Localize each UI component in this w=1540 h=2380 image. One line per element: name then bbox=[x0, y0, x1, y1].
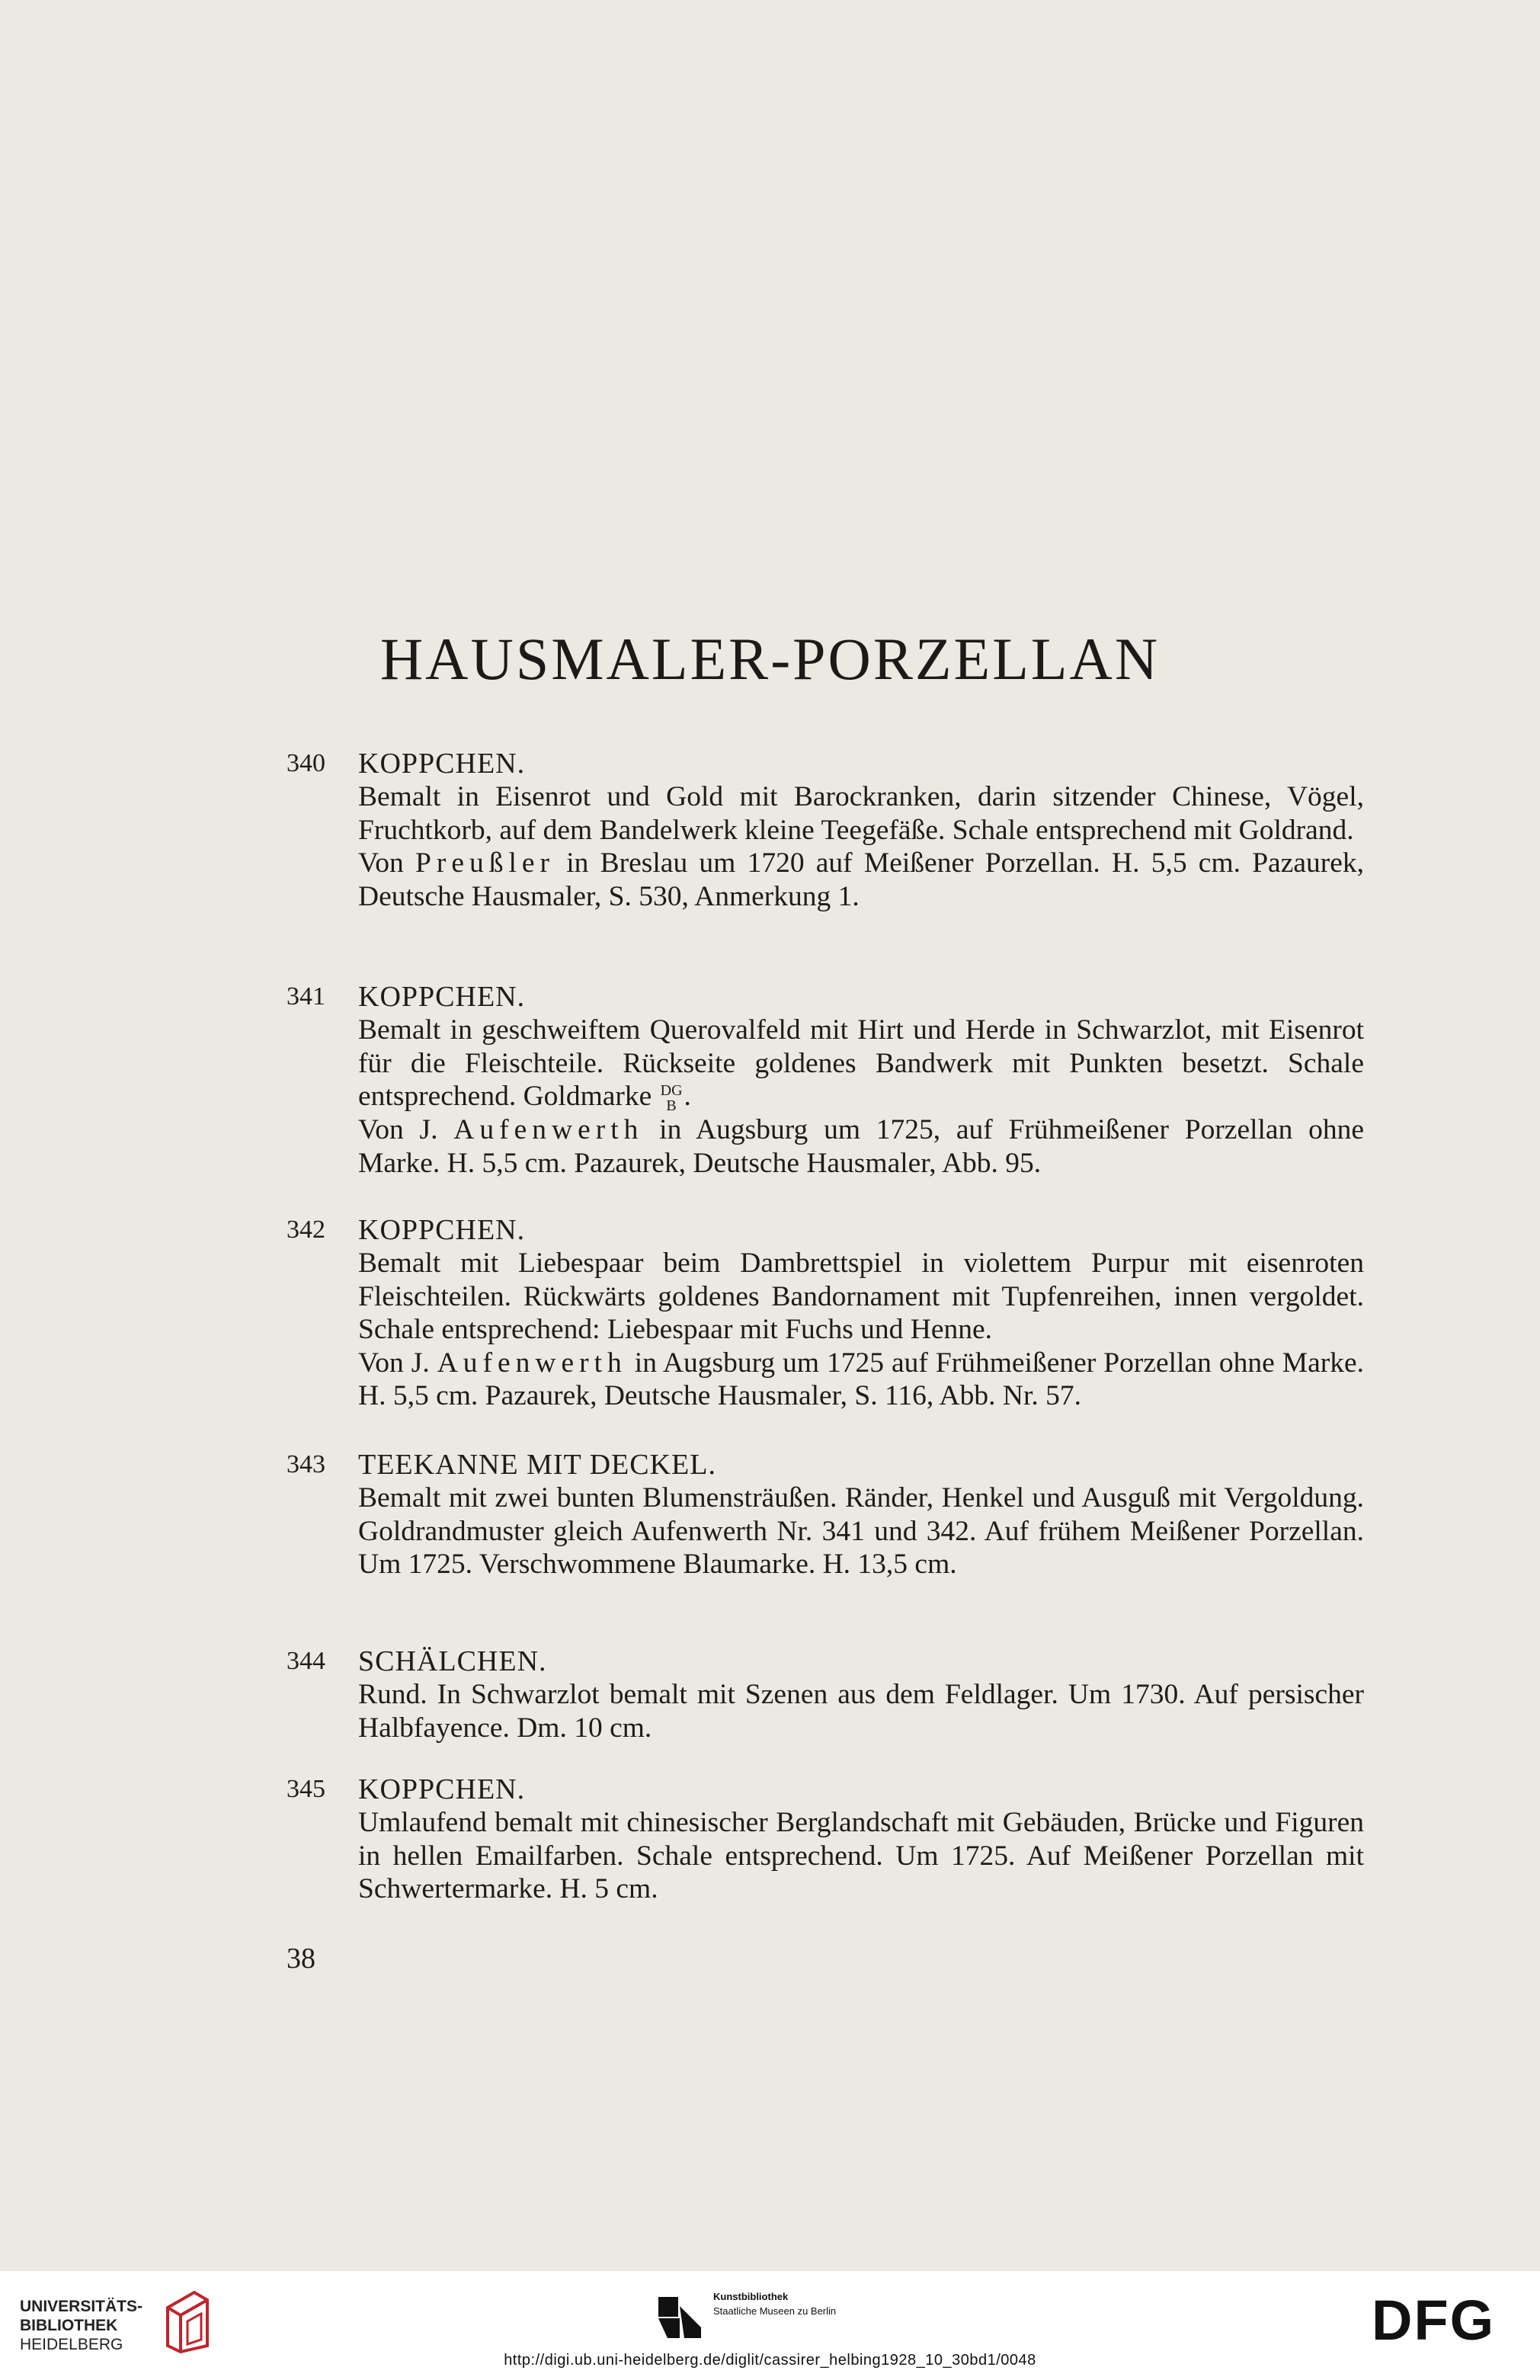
university-library-logo-icon[interactable] bbox=[160, 2285, 215, 2353]
entry-description bbox=[358, 1481, 1364, 1581]
entry-heading: TEEKANNE MIT DECKEL. bbox=[358, 1449, 716, 1481]
artist-name: Aufenwerth bbox=[437, 1347, 627, 1379]
entry-description bbox=[358, 1806, 1364, 1906]
entry-attribution: Von J. Aufenwerth in Augsburg um 1725, auf Frühmeißener Porzellan ohne Marke. H. 5,5 cm. Pazaurek, Deutsche Hausmaler, Abb. 95. bbox=[358, 1114, 1364, 1179]
library-footer bbox=[0, 2271, 1540, 2380]
entry-description bbox=[358, 1247, 1364, 1413]
entry-text: Bemalt mit Liebespaar beim Dambrettspiel in violettem Purpur mit eisenroten Fleischteilen. Rückwärts goldenes Bandornament mit Tupfenreihen, innen vergoldet. Schale entsprechend: Liebespaar mit Fuchs und Henne. bbox=[358, 1248, 1364, 1345]
entry-number: 344 bbox=[287, 1647, 325, 1675]
kunstbibliothek-label: Kunstbibliothek Staatliche Museen zu Berlin bbox=[713, 2291, 837, 2317]
entry-description bbox=[358, 1014, 1364, 1180]
entry-text: Bemalt in geschweiftem Querovalfeld mit Hirt und Herde in Schwarzlot, mit Eisenrot für die Fleischteile. Rückseite goldenes Bandwerk mit Punkten besetzt. Schale entsprechend. Goldmarke DG B . bbox=[358, 1014, 1364, 1115]
entry-number: 345 bbox=[287, 1775, 325, 1803]
permalink-url[interactable]: http://digi.ub.uni-heidelberg.de/diglit/cassirer_helbing1928_10_30bd1/0048 bbox=[504, 2352, 1036, 2369]
entry-number: 341 bbox=[287, 982, 325, 1011]
university-library-label[interactable]: UNIVERSITÄTS- BIBLIOTHEK HEIDELBERG bbox=[20, 2298, 143, 2353]
entry-attribution: Von Preußler in Breslau um 1720 auf Meißener Porzellan. H. 5,5 cm. Pazaurek, Deutsche Hausmaler, S. 530, Anmerkung 1. bbox=[358, 847, 1365, 912]
dfg-logo[interactable]: DFG bbox=[1372, 2289, 1496, 2352]
page-number: 38 bbox=[287, 1943, 315, 1975]
artist-name: Preußler bbox=[415, 847, 555, 879]
entry-text: Bemalt in Eisenrot und Gold mit Barockranken, darin sitzender Chinese, Vögel, Fruchtkorb, auf dem Bandelwerk kleine Teegefäße. Schale entsprechend mit Goldrand. bbox=[358, 781, 1364, 846]
entry-heading: KOPPCHEN. bbox=[358, 981, 526, 1013]
kunstbibliothek-logo-icon[interactable] bbox=[657, 2295, 704, 2340]
entry-heading: KOPPCHEN. bbox=[358, 748, 526, 780]
entry-attribution: Von J. Aufenwerth in Augsburg um 1725 auf Frühmeißener Porzellan ohne Marke. H. 5,5 cm. Pazaurek, Deutsche Hausmaler, S. 116, Abb. Nr. 57. bbox=[358, 1347, 1364, 1411]
entry-text: Rund. In Schwarzlot bemalt mit Szenen aus dem Feldlager. Um 1730. Auf persischer Halbfayence. Dm. 10 cm. bbox=[358, 1679, 1364, 1744]
entry-heading: KOPPCHEN. bbox=[358, 1214, 526, 1246]
entry-text: Bemalt mit zwei bunten Blumensträußen. Ränder, Henkel und Ausguß mit Vergoldung. Goldrandmuster gleich Aufenwerth Nr. 341 und 342. Auf frühem Meißener Porzellan. Um 1725. Verschwommene Blaumarke. H. 13,5 cm. bbox=[358, 1482, 1364, 1580]
entry-number: 343 bbox=[287, 1450, 325, 1478]
entry-description bbox=[358, 1678, 1364, 1744]
entry-number: 342 bbox=[287, 1216, 325, 1244]
entry-heading: SCHÄLCHEN. bbox=[358, 1645, 547, 1677]
entry-heading: KOPPCHEN. bbox=[358, 1773, 526, 1805]
page-title: HAUSMALER-PORZELLAN bbox=[379, 626, 1161, 692]
entry-text: Umlaufend bemalt mit chinesischer Berglandschaft mit Gebäuden, Brücke und Figuren in hellen Emailfarben. Schale entsprechend. Um 1725. Auf Meißener Porzellan mit Schwertermarke. H. 5 cm. bbox=[358, 1807, 1364, 1904]
artist-name: Aufenwerth bbox=[453, 1114, 644, 1146]
entry-description bbox=[358, 780, 1364, 913]
entry-number: 340 bbox=[287, 749, 325, 777]
gold-mark: DG B bbox=[660, 1082, 683, 1115]
